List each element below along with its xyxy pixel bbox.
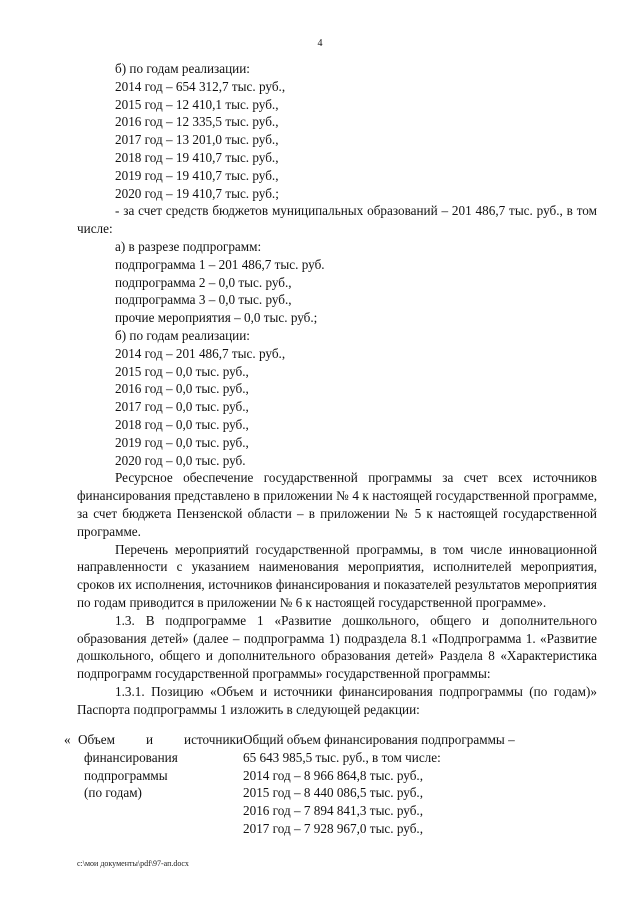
text-line: 2014 год – 201 486,7 тыс. руб.,: [115, 345, 286, 361]
left-first-line: [78, 731, 243, 749]
table-right-cell: [243, 731, 515, 838]
left-line: подпрограммы: [84, 767, 168, 783]
right-line: Общий объем финансирования подпрограммы –: [243, 732, 515, 747]
page-number: 4: [317, 38, 323, 49]
table-left-cell: [78, 731, 243, 838]
right-line: 2016 год – 7 894 841,3 тыс. руб.,: [243, 803, 424, 819]
text-line: 2018 год – 0,0 тыс. руб.,: [115, 416, 249, 432]
left-line: (по годам): [84, 785, 142, 801]
text-line: прочие мероприятия – 0,0 тыс. руб.;: [115, 310, 318, 326]
text-line: 2020 год – 19 410,7 тыс. руб.;: [115, 185, 279, 201]
text-line: 2014 год – 654 312,7 тыс. руб.,: [115, 78, 286, 94]
right-line: 65 643 985,5 тыс. руб., в том числе:: [243, 749, 441, 765]
opening-quote: «: [64, 732, 71, 747]
file-path-footer: c:\мои документы\pdf\97-ап.docx: [77, 859, 189, 868]
text-line: 2015 год – 0,0 тыс. руб.,: [115, 363, 249, 379]
paragraph-1-3-1: 1.3.1. Позицию «Объем и источники финансирования подпрограммы (по годам)» Паспорта подпрограммы 1 изложить в следующей редакции:: [77, 683, 597, 717]
text-line: 2016 год – 12 335,5 тыс. руб.,: [115, 114, 279, 130]
right-line: 2014 год – 8 966 864,8 тыс. руб.,: [243, 767, 424, 783]
paragraph-resources: Ресурсное обеспечение государственной программы за счет всех источников финансирования представлено в приложении № 4 к настоящей государственной программе, за счет бюджета Пензенской области – в приложении № 5 к настоящей государственной программе.: [77, 470, 597, 539]
municipal-intro: - за счет средств бюджетов муниципальных образований – 201 486,7 тыс. руб., в том числе:: [77, 203, 597, 237]
text-line: 2018 год – 19 410,7 тыс. руб.,: [115, 149, 279, 165]
text-line: б) по годам реализации:: [115, 327, 250, 343]
right-line: 2015 год – 8 440 086,5 тыс. руб.,: [243, 785, 424, 801]
text-line: 2015 год – 12 410,1 тыс. руб.,: [115, 96, 279, 112]
passport-table: [64, 731, 604, 838]
text-line: 2020 год – 0,0 тыс. руб.: [115, 452, 246, 468]
text-line: 2016 год – 0,0 тыс. руб.,: [115, 381, 249, 397]
text-line: 2019 год – 19 410,7 тыс. руб.,: [115, 167, 279, 183]
paragraph-1-3: 1.3. В подпрограмме 1 «Развитие дошкольного, общего и дополнительного образования детей» (далее – подпрограмма 1) подраздела 8.1 «Подпрограмма 1. «Развитие дошкольного, общего и дополнительного образования детей» Раздела 8 «Характеристика подпрограмм государственной программы» государственной программы:: [77, 612, 597, 682]
years-block-1: [77, 60, 597, 202]
left-line: финансирования: [84, 749, 178, 765]
text-line: 2019 год – 0,0 тыс. руб.,: [115, 434, 249, 450]
text-line: подпрограмма 2 – 0,0 тыс. руб.,: [115, 274, 292, 290]
text-line: подпрограмма 3 – 0,0 тыс. руб.,: [115, 292, 292, 308]
years-block-2: [77, 238, 597, 469]
right-line: 2017 год – 7 928 967,0 тыс. руб.,: [243, 820, 424, 836]
text-line: 2017 год – 13 201,0 тыс. руб.,: [115, 132, 279, 148]
text-line: б) по годам реализации:: [115, 61, 250, 76]
left-word: источники: [184, 732, 243, 747]
text-line: подпрограмма 1 – 201 486,7 тыс. руб.: [115, 256, 325, 272]
text-line: 2017 год – 0,0 тыс. руб.,: [115, 399, 249, 415]
left-word: Объем: [78, 732, 115, 747]
text-line: а) в разрезе подпрограмм:: [115, 238, 262, 254]
paragraph-measures: Перечень мероприятий государственной программы, в том числе инновационной направленности с указанием наименования мероприятия, исполнителей мероприятия, сроков их исполнения, источников финансирования и показателей результатов мероприятия по годам приводится в приложении № 6 к настоящей государственной программе».: [77, 541, 597, 610]
document-body: [77, 60, 597, 718]
left-word: и: [145, 732, 154, 747]
